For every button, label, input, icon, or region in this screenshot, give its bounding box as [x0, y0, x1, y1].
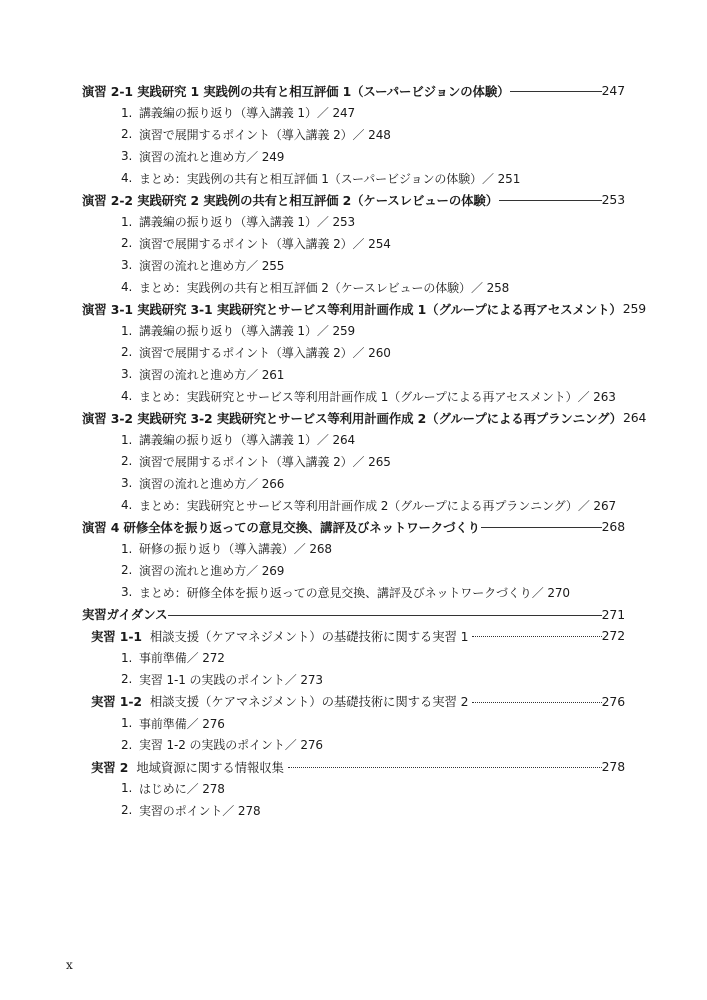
toc-leader-dots — [288, 767, 602, 768]
toc-item-label: 事前準備／ 272 — [139, 651, 225, 666]
toc-list-item[interactable] — [82, 647, 625, 669]
toc-subsection-prefix: 実習 1-1 — [91, 628, 142, 644]
toc-item-number: 1. — [121, 105, 133, 120]
toc-subsection-heading[interactable] — [82, 756, 625, 778]
toc-item-label: 演習の流れと進め方／ 266 — [139, 476, 285, 491]
toc-page-number: 253 — [601, 192, 625, 208]
toc-list-item[interactable] — [82, 538, 625, 560]
toc-item-number: 3. — [121, 258, 133, 273]
toc-subsection-prefix: 実習 2 — [91, 759, 129, 775]
toc-list-item[interactable] — [82, 560, 625, 582]
toc-page-number: 278 — [601, 759, 625, 775]
toc-item-label: 演習の流れと進め方／ 249 — [139, 149, 285, 164]
toc-list-item[interactable] — [82, 712, 625, 734]
toc-heading-label: 演習 2-1 実践研究 1 実践例の共有と相互評価 1（スーパービジョンの体験） — [82, 83, 510, 99]
toc-subsection-heading[interactable] — [82, 690, 625, 712]
toc-section-heading[interactable] — [82, 80, 625, 102]
toc-item-number: 2. — [121, 236, 133, 251]
toc-item-number: 4. — [121, 280, 133, 295]
toc-item-number: 3. — [121, 149, 133, 164]
toc-list-item[interactable] — [82, 451, 625, 473]
toc-section-heading[interactable] — [82, 516, 625, 538]
toc-item-label: 演習の流れと進め方／ 269 — [139, 563, 285, 578]
toc-list-item[interactable] — [82, 254, 625, 276]
toc-item-number: 3. — [121, 476, 133, 491]
toc-list-item[interactable] — [82, 429, 625, 451]
toc-list-item[interactable] — [82, 472, 625, 494]
toc-item-number: 1. — [121, 650, 133, 665]
toc-leader-line — [499, 200, 602, 201]
toc-heading-label: 演習 4 研修全体を振り返っての意見交換、講評及びネットワークづくり — [82, 519, 480, 535]
toc-item-label: 講義編の振り返り（導入講義 1）／ 264 — [139, 433, 356, 448]
toc-page-number: 259 — [622, 301, 647, 317]
toc-page-number: 264 — [622, 410, 647, 426]
toc-item-label: 講義編の振り返り（導入講義 1）／ 253 — [139, 215, 356, 230]
toc-subsection-heading[interactable] — [82, 625, 625, 647]
toc-leader-dots — [472, 702, 601, 703]
toc-item-label: 実習 1-1 の実践のポイント／ 273 — [139, 672, 323, 687]
toc-list-item[interactable] — [82, 124, 625, 146]
toc-heading-label: 演習 3-1 実践研究 3-1 実践研究とサービス等利用計画作成 1（グループによる再アセスメント） — [82, 301, 622, 317]
toc-page-number: 247 — [601, 83, 625, 99]
toc-section-heading[interactable] — [82, 189, 625, 211]
toc-item-label: はじめに／ 278 — [139, 781, 225, 796]
toc-item-number: 2. — [121, 672, 133, 687]
toc-heading-label: 実習ガイダンス — [82, 607, 168, 623]
toc-item-number: 2. — [121, 345, 133, 360]
toc-subsection-prefix: 実習 1-2 — [91, 694, 142, 710]
toc-list-item[interactable] — [82, 581, 625, 603]
toc-section-heading[interactable] — [82, 407, 647, 429]
toc-item-label: 実習 1-2 の実践のポイント／ 276 — [139, 738, 323, 753]
toc-list-item[interactable] — [82, 669, 625, 691]
toc-item-label: 研修の振り返り（導入講義）／ 268 — [139, 542, 332, 557]
toc-leader-line — [510, 91, 601, 92]
toc-item-label: まとめ：研修全体を振り返っての意見交換、講評及びネットワークづくり／ 270 — [139, 585, 570, 600]
toc-item-number: 2. — [121, 737, 133, 752]
toc-item-number: 1. — [121, 323, 133, 338]
toc-item-label: 事前準備／ 276 — [139, 716, 225, 731]
toc-item-label: 演習で展開するポイント（導入講義 2）／ 248 — [139, 127, 391, 142]
toc-list-item[interactable] — [82, 102, 625, 124]
toc-item-label: まとめ：実践研究とサービス等利用計画作成 2（グループによる再プランニング）／ 267 — [139, 498, 617, 513]
toc-item-number: 3. — [121, 367, 133, 382]
toc-list-item[interactable] — [82, 799, 625, 821]
toc-heading-label: 演習 2-2 実践研究 2 実践例の共有と相互評価 2（ケースレビューの体験） — [82, 192, 499, 208]
toc-list-item[interactable] — [82, 494, 625, 516]
toc-subsection-label: 相談支援（ケアマネジメント）の基礎技術に関する実習 1 — [149, 628, 469, 644]
toc-item-label: まとめ：実践例の共有と相互評価 2（ケースレビューの体験）／ 258 — [139, 280, 510, 295]
toc-list-item[interactable] — [82, 276, 625, 298]
toc-list-item[interactable] — [82, 167, 625, 189]
table-of-contents — [82, 80, 647, 821]
toc-item-number: 1. — [121, 432, 133, 447]
toc-list-item[interactable] — [82, 320, 625, 342]
toc-item-label: 演習で展開するポイント（導入講義 2）／ 265 — [139, 454, 391, 469]
toc-list-item[interactable] — [82, 778, 625, 800]
toc-leader-dots — [472, 636, 601, 637]
toc-item-number: 1. — [121, 781, 133, 796]
toc-item-number: 2. — [121, 127, 133, 142]
toc-item-number: 1. — [121, 716, 133, 730]
toc-page-number: 268 — [601, 519, 625, 535]
toc-section-heading[interactable] — [82, 298, 647, 320]
toc-list-item[interactable] — [82, 363, 625, 385]
toc-leader-line — [168, 615, 601, 616]
toc-page-number: 271 — [601, 606, 625, 622]
toc-item-label: 演習で展開するポイント（導入講義 2）／ 260 — [139, 345, 391, 360]
toc-section-heading[interactable] — [82, 603, 625, 625]
toc-heading-label: 演習 3-2 実践研究 3-2 実践研究とサービス等利用計画作成 2（グループによる再プランニング） — [82, 410, 622, 426]
toc-item-number: 1. — [121, 541, 133, 556]
toc-list-item[interactable] — [82, 211, 625, 233]
toc-item-label: 演習の流れと進め方／ 261 — [139, 367, 285, 382]
toc-item-label: 講義編の振り返り（導入講義 1）／ 247 — [139, 106, 356, 121]
toc-list-item[interactable] — [82, 734, 625, 756]
toc-item-number: 4. — [121, 498, 133, 513]
toc-list-item[interactable] — [82, 233, 625, 255]
toc-item-number: 2. — [121, 563, 133, 578]
toc-leader-line — [481, 527, 602, 528]
toc-item-number: 2. — [121, 803, 133, 818]
toc-item-label: まとめ：実践例の共有と相互評価 1（スーパービジョンの体験）／ 251 — [139, 171, 521, 186]
toc-item-number: 4. — [121, 171, 133, 186]
toc-item-label: 演習の流れと進め方／ 255 — [139, 258, 285, 273]
page-number: x — [66, 958, 73, 972]
toc-page-number: 276 — [601, 693, 625, 709]
toc-item-label: 実習のポイント／ 278 — [139, 803, 261, 818]
toc-list-item[interactable] — [82, 145, 625, 167]
toc-item-number: 4. — [121, 389, 133, 404]
toc-subsection-label: 相談支援（ケアマネジメント）の基礎技術に関する実習 2 — [149, 694, 469, 710]
toc-list-item[interactable] — [82, 385, 625, 407]
toc-item-label: まとめ：実践研究とサービス等利用計画作成 1（グループによる再アセスメント）／ 263 — [139, 389, 616, 404]
toc-item-label: 講義編の振り返り（導入講義 1）／ 259 — [139, 324, 356, 339]
toc-page-number: 272 — [601, 628, 625, 644]
toc-item-number: 3. — [121, 585, 133, 600]
toc-subsection-label: 地域資源に関する情報収集 — [136, 759, 284, 775]
toc-item-number: 2. — [121, 454, 133, 469]
toc-item-label: 演習で展開するポイント（導入講義 2）／ 254 — [139, 236, 391, 251]
toc-list-item[interactable] — [82, 342, 625, 364]
toc-item-number: 1. — [121, 214, 133, 229]
